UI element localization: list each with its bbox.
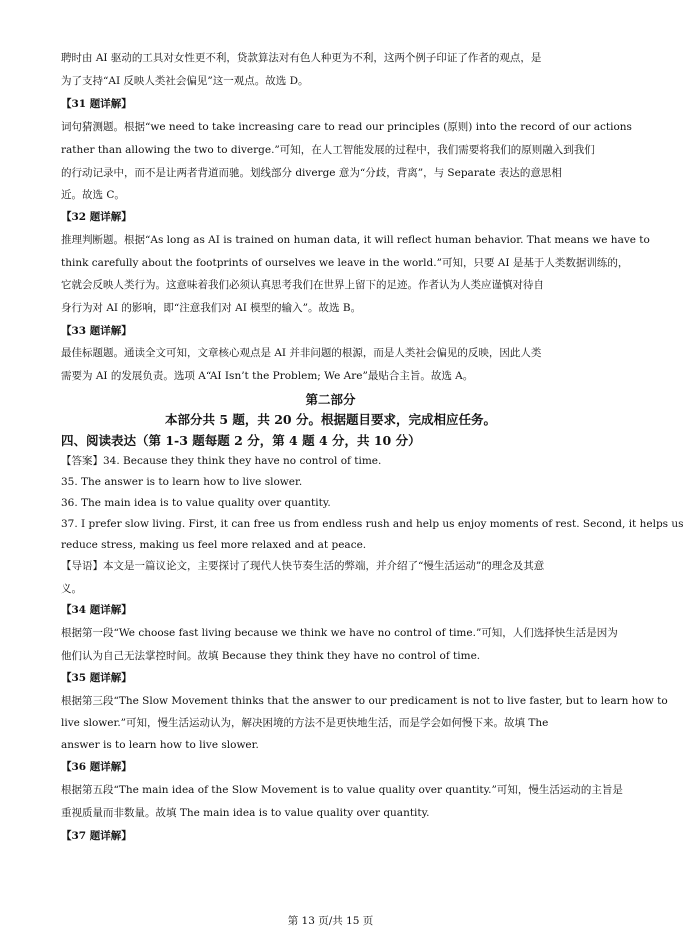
text-line: 为了支持“AI 反映人类社会偏见”这一观点。故选 D。	[61, 75, 309, 87]
text-line: 它就会反映人类行为。这意味着我们必须认真思考我们在世界上留下的足迹。作者认为人类应谨慎对待自	[61, 279, 544, 291]
part-subtitle: 本部分共 5 题，共 20 分。根据题目要求，完成相应任务。	[164, 412, 496, 427]
text-line: 词句猜测题。根据“we need to take increasing care to read our principles (原则) into the record of our actions	[61, 121, 632, 133]
text-line: 最佳标题题。通读全文可知，文章核心观点是 AI 并非问题的根源，而是人类社会偏见的反映，因此人类	[61, 347, 542, 359]
question-heading: 【32 题详解】	[61, 211, 132, 223]
text-line: rather than allowing the two to diverge.”可知，在人工智能发展的过程中，我们需要将我们的原则融入到我们	[61, 144, 595, 156]
answer-line: 35. The answer is to learn how to live slower.	[61, 476, 303, 488]
text-line: 聘时由 AI 驱动的工具对女性更不利，贷款算法对有色人种更为不利，这两个例子印证了作者的观点，是	[61, 52, 542, 64]
text-line: live slower.”可知，慢生活运动认为，解决困境的方法不是更快地生活，而是学会如何慢下来。故填 The	[61, 717, 549, 729]
text-line: 的行动记录中，而不是让两者背道而驰。划线部分 diverge 意为“分歧，背离”，与 Separate 表达的意思相	[61, 167, 562, 179]
text-line: 根据第一段“We choose fast living because we think we have no control of time.”可知，人们选择快生活是因为	[61, 627, 618, 639]
text-line: 他们认为自己无法掌控时间。故填 Because they think they have no control of time.	[61, 650, 481, 662]
text-line: answer is to learn how to live slower.	[61, 739, 259, 751]
text-line: 需要为 AI 的发展负责。选项 A“AI Isn’t the Problem; We Are”最贴合主旨。故选 A。	[61, 370, 474, 382]
question-heading: 【35 题详解】	[61, 672, 132, 684]
text-line: 身行为对 AI 的影响，即“注意我们对 AI 模型的输入”。故选 B。	[61, 302, 362, 314]
answer-line: 36. The main idea is to value quality over quantity.	[61, 497, 331, 509]
section-title: 四、阅读表达（第 1-3 题每题 2 分，第 4 题 4 分，共 10 分）	[61, 433, 421, 448]
question-heading: 【33 题详解】	[61, 325, 132, 337]
text-line: 根据第五段“The main idea of the Slow Movement is to value quality over quantity.”可知，慢生活运动的主旨是	[61, 784, 623, 796]
page-footer: 第 13 页/共 15 页	[287, 915, 374, 927]
text-line: 重视质量而非数量。故填 The main idea is to value quality over quantity.	[61, 807, 430, 819]
question-heading: 【36 题详解】	[61, 761, 132, 773]
answer-line: 【答案】34. Because they think they have no control of time.	[61, 455, 382, 467]
text-line: 近。故选 C。	[61, 189, 125, 201]
answer-line: 37. I prefer slow living. First, it can free us from endless rush and help us enjoy moments of rest. Second, it helps us	[61, 518, 684, 530]
text-line: 推理判断题。根据“As long as AI is trained on human data, it will reflect human behavior. That means we have to	[61, 234, 650, 246]
question-heading: 【31 题详解】	[61, 98, 132, 110]
text-line: 根据第三段“The Slow Movement thinks that the answer to our predicament is not to live faster, but to learn how to	[61, 695, 668, 707]
question-heading: 【34 题详解】	[61, 604, 132, 616]
text-line: think carefully about the footprints of ourselves we leave in the world.”可知，只要 AI 是基于人类数据训练的，	[61, 257, 629, 269]
text-line: 义。	[61, 583, 82, 595]
text-line: 【导语】本文是一篇议论文，主要探讨了现代人快节奏生活的弊端，并介绍了“慢生活运动”的理念及其意	[61, 560, 545, 572]
part-title: 第二部分	[305, 392, 356, 407]
question-heading: 【37 题详解】	[61, 830, 132, 842]
answer-line: reduce stress, making us feel more relaxed and at peace.	[61, 539, 367, 551]
